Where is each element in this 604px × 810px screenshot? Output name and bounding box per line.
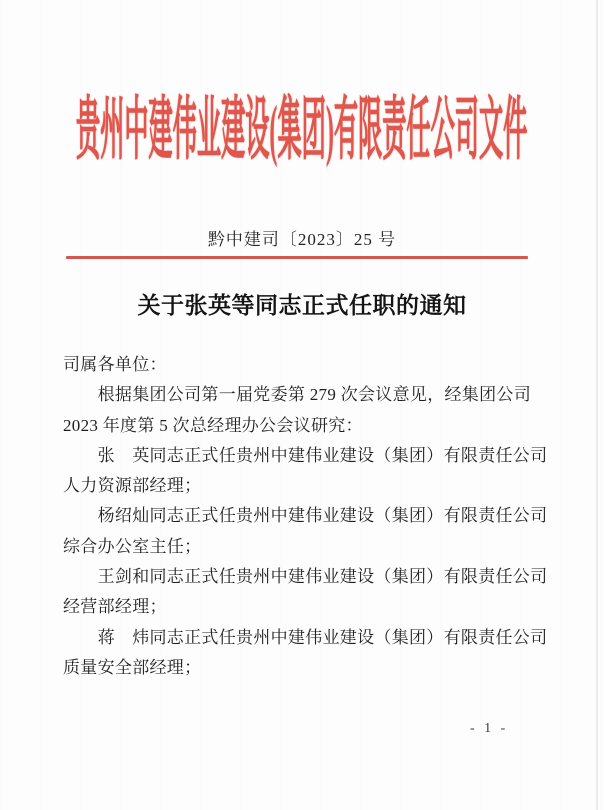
body-line: 质量安全部经理；: [63, 657, 202, 677]
body-line: 综合办公室主任；: [63, 536, 202, 556]
body-line: 蒋 炜同志正式任贵州中建伟业建设（集团）有限责任公司: [63, 627, 548, 647]
body-line: 司属各单位：: [63, 355, 167, 374]
body-line: 张 英同志正式任贵州中建伟业建设（集团）有限责任公司: [63, 445, 548, 465]
page-number: - 1 -: [470, 721, 509, 736]
red-separator-line: [66, 256, 528, 259]
body-line: 经营部经理；: [63, 597, 167, 617]
letterhead: [0, 91, 604, 169]
company-header-title: 贵州中建伟业建设(集团)有限责任公司文件: [76, 91, 528, 169]
body-line: 人力资源部经理；: [63, 476, 202, 496]
body-line: 杨绍灿同志正式任贵州中建伟业建设（集团）有限责任公司: [63, 506, 548, 526]
document-number: 黔中建司〔2023〕25 号: [207, 230, 397, 249]
body-line: 王剑和同志正式任贵州中建伟业建设（集团）有限责任公司: [63, 567, 548, 587]
body-line: 2023 年度第 5 次总经理办公会议研究：: [63, 415, 363, 435]
body-line: 根据集团公司第一届党委第 279 次会议意见，经集团公司: [63, 385, 531, 405]
document-title: 关于张英等同志正式任职的通知: [137, 293, 467, 318]
document-body: [63, 350, 548, 683]
